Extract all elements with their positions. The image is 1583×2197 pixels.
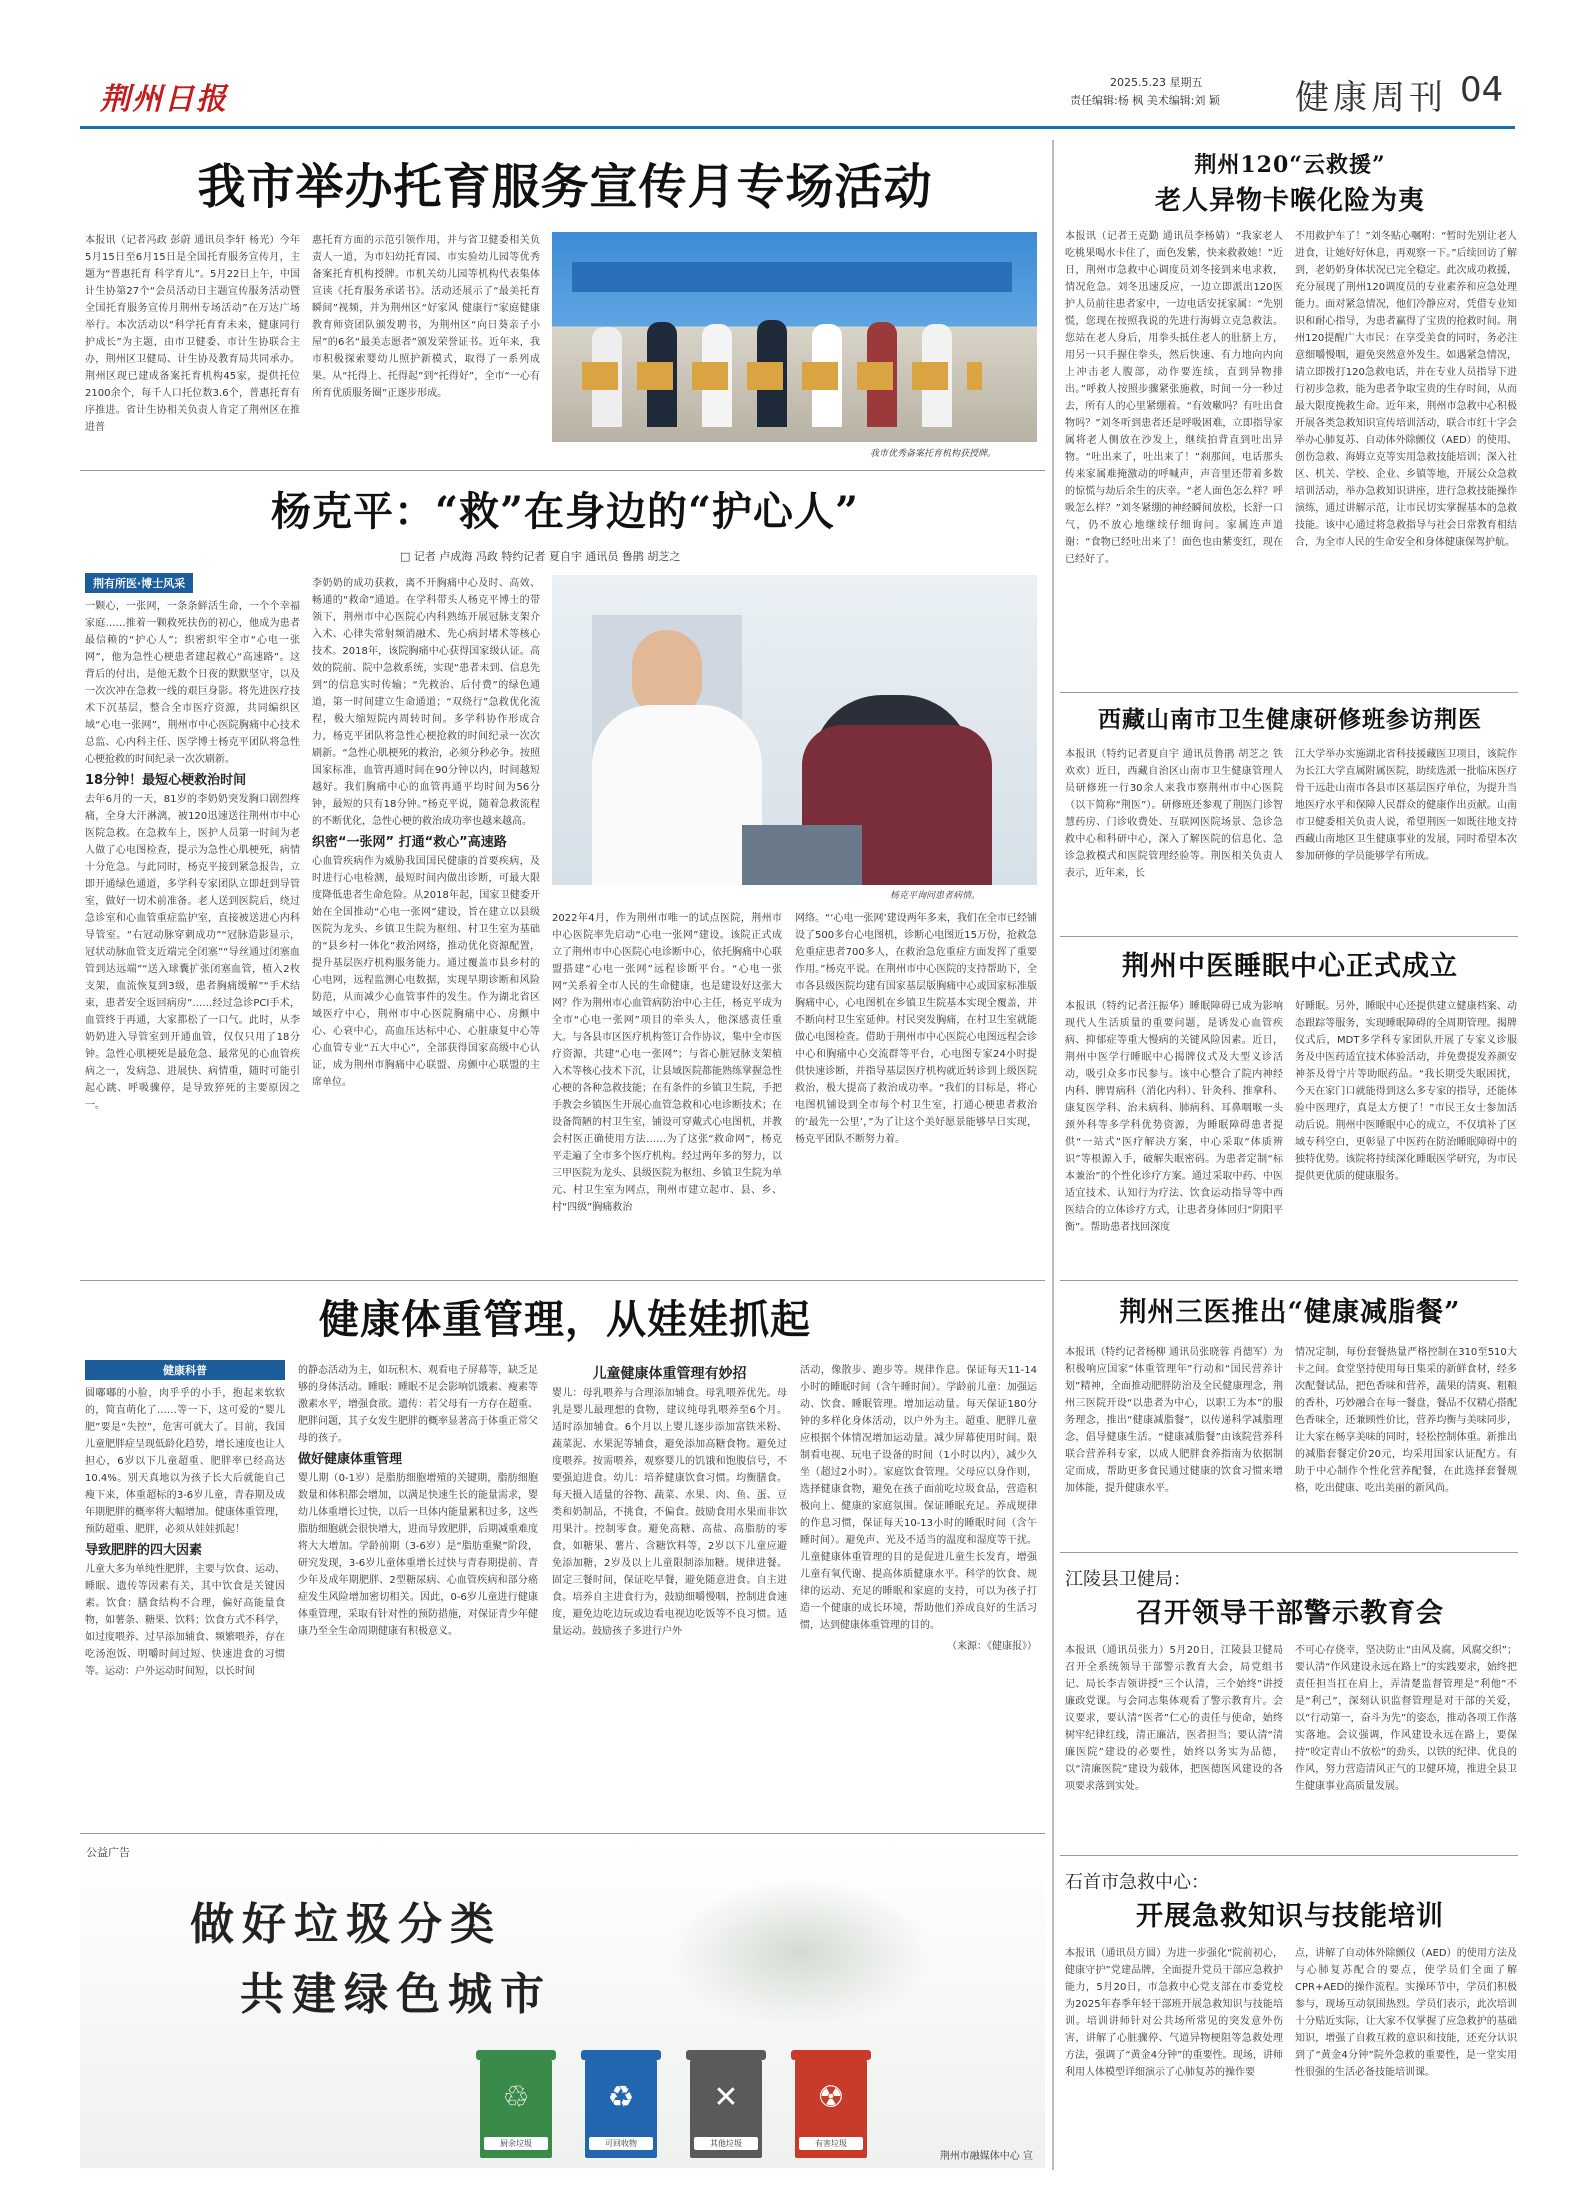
r5-bottom-rule [1060, 1855, 1518, 1856]
right-column-rule [1052, 140, 1054, 2170]
bin-hazardous [795, 2058, 867, 2158]
masthead-rule [80, 126, 1515, 129]
r4-headline: 荆州三医推出“健康减脂餐” [1119, 1297, 1461, 1328]
a1-col1: 本报讯（记者冯政 彭蔚 通讯员李轩 杨光）今年5月15日至6月15日是全国托育服务宣传月，主题为“普惠托育 科学育儿”。5月22日上午，中国计生协第27个“会员活动日主题宣传服务活动暨全国托育服务宣传月荆州专场活动”在万达广场举行。本次活动以“科学托育育未来，健康同行护成长”为主题，由市卫健委、市计生协联合主办，荆州区卫健局、计生协及教育局共同承办。荆州区现已建成备案托育机构45家，提供托位2100余个，每千人口托位数3.6个，普惠托育有序推进。省计生协相关负责人肯定了荆州区在推进普 [85, 235, 300, 433]
a3-col1-body: 儿童大多为单纯性肥胖，主要与饮食、运动、睡眠、遗传等因素有关，其中饮食是关键因素。饮食：膳食结构不合理，偏好高能量食物，如薯条、糖果、饮料；饮食方式不科学，如过度喂养、过早添加辅食、频繁喂养，存在吃汤泡饭、明嚼时间过短、快速进食的习惯等。运动：户外运动时间短，以长时间 [85, 1564, 285, 1677]
bin-recyclable-lid [581, 2050, 661, 2060]
masthead [70, 60, 1520, 126]
a2-tag-label: 荆有所医·博士风采 [85, 573, 193, 593]
bin-kitchen-label: 厨余垃圾 [484, 2137, 548, 2150]
section-name: 健康周刊 [1295, 78, 1447, 118]
r2-col1: 本报讯（特约记者夏自宇 通讯员鲁鹃 胡芝之 铁欢欢）近日，西藏自治区山南市卫生健康管理人员研修班一行30余人来我市察荆州市中心医院（以下简称“荆医”）。研修班还参观了荆医门诊智慧药房、门诊收费处、互联网医院场景、急诊急救中心和科研中心，深入了解医院的信息化、急诊急救模式和医院管理经验等。荆医相关负责人表示，近年来，长 [1065, 749, 1283, 879]
a3-col1-intro: 圆嘟嘟的小脸，肉乎乎的小手，抱起来软软的，简直萌化了……等一下，这可爱的“婴儿肥”要是“失控”，危害可就大了。目前，我国儿童肥胖症呈现低龄化趋势，增长速度也让人担心，6岁以下儿童超重、肥胖率已经高达10.4%。别天真地以为孩子长大后就能自己瘦下来，体重超标的3-6岁儿童，青春期及成年期肥胖的概率将大幅增加。健康体重管理，预防超重、肥胖，必须从娃娃抓起！ [85, 1388, 285, 1535]
bin-hazardous-lid [791, 2050, 871, 2060]
a2-col3: 2022年4月，作为荆州市唯一的试点医院，荆州市中心医院率先启动“心电一张网”建设。该院正式成立了荆州市中心医院心电诊断中心，依托胸痛中心联盟搭建“心电一张网”远程诊断平台。“心电一张网”关系着全市人民的生命健康，也是建设好这张大网？作为荆州市心血管病防治中心主任，杨克平成为全市“心电一张网”项目的牵头人，他深感责任重大。与各县市区医疗机构签订合作协议，集中全市医疗资源，共建“心电一张网”；与省心脏冠脉支架植入术等核心技术下沉，让县域医院都能熟练掌握急性心梗的各种急救技能；在有条件的乡镇卫生院，手把手教会乡镇医生开展心血管急救和心电诊断技术；在设备简陋的村卫生室，铺设可穿戴式心电图机，并教会村医正确使用方法……为了这张“救命网”，杨克平走遍了全市多个医疗机构。经过两年多的努力，以三甲医院为龙头、县级医院为枢纽、乡镇卫生院为单元、村卫生室为网点，荆州市建立起市、县、乡、村“四级”胸痛救治 [552, 913, 782, 1213]
a2-headline: 杨克平：“救”在身边的“护心人” [270, 488, 860, 535]
r3-col2: 好睡眠。另外，睡眠中心还提供建立健康档案、动态跟踪等服务，实现睡眠障碍的全周期管理。揭牌仪式后，MDT多学科专家团队开展了专家义诊服务及中医药适宜技术体验活动，并免费提发养颜安神茶及骨宁片等助眠药品。“我长期受失眠困扰，今天在家门口就能得到这么多专家的指导，还能体验中医理疗，真是太方便了！”市民王女士参加活动后说。荆州中医睡眠中心的成立，不仅填补了区域专科空白，更彰显了中医药在防治睡眠障碍中的独特优势。该院将持续深化睡眠医学研究，为市民提供更优质的健康服务。 [1295, 1001, 1517, 1182]
r5-kicker: 江陵县卫健局： [1065, 1569, 1191, 1590]
r6-kicker: 石首市急救中心： [1065, 1872, 1209, 1893]
a3-col3 [552, 1362, 787, 1827]
r6-headline: 开展急救知识与技能培训 [1136, 1901, 1444, 1932]
a1-bottom-rule [80, 470, 1045, 471]
r3-bottom-rule [1060, 1280, 1518, 1281]
ad-line-2: 共建绿色城市 [240, 1969, 552, 2020]
recycle-icon: ♻ [607, 2080, 635, 2115]
a3-col2-body-b: 婴儿期（0-1岁）是脂肪细胞增殖的关键期，脂肪细胞数量和体积都会增加，以满足快速生长的能量需求，婴幼儿体重增长过快，以后一旦体内能量累积过多，这些脂肪细胞就会很快增大，进而导致肥胖，后期减重难度将大大增加。学龄前期（3-6岁）是“脂肪重聚”阶段，研究发现，3-6岁儿童体重增长过快与青春期提前、青少年及成年期肥胖、2型糖尿病、心血管疾病和部分癌症发生风险增加密切相关。因此，0-6岁儿童进行健康体重管理，采取有针对性的预防措施，对保证青少年健康乃至全生命周期健康有积极意义。 [298, 1473, 538, 1637]
r3-headline: 荆州中医睡眠中心正式成立 [1122, 951, 1458, 982]
r2-col2: 江大学举办实施湖北省科技援藏医卫项目，该院作为长江大学直属附属医院，助续选派一批临床医疗骨干远赴山南市各县市区基层医疗单位，为提升当地医疗水平和保障人民群众的健康作出贡献。山南市卫健委相关负责人说，希望荆医一如既往地支持西藏山南地区卫生健康事业的发展，同时希望本次参加研修的学员能够学有所成。 [1295, 749, 1517, 862]
a2-col4: 网络。“‘心电一张网’建设两年多来，我们在全市已经铺设了500多台心电图机，诊断心电图近15万份，抢救急危重症患者700多人，在救治急危重症方面发挥了重要作用。”杨克平说。在荆州市中心医院的支持帮助下，全市各县级医院均建有国家基层版胸痛中心或国家标准版胸痛中心，心电图机在乡镇卫生院基本实现全覆盖，并不断向村卫生室延伸。村民突发胸痛，在村卫生室就能做心电图检查。借助于荆州市中心医院心电图远程会诊中心和胸痛中心交流群等平台，心电图专家24小时提供快速诊断，并指导基层医疗机构就近转诊到上级医院救治，极大提高了救治成功率。“我们的目标是，将心电图机铺设到全市每个村卫生室，打通心梗患者救治的‘最先一公里’，”为了让这个美好愿景能够早日实现，杨克平团队不断努力着。 [795, 913, 1037, 1145]
r3-col1: 本报讯（特约记者汪振华）睡眠障碍已成为影响现代人生活质量的重要问题，是诱发心血管疾病、抑郁症等重大慢病的关键风险因素。近日，荆州中医学行睡眠中心揭牌仪式及大型义诊活动，吸引众多市民参与。该中心整合了院内神经内科、脾胃病科（消化内科）、针灸科、推拿科、康复医学科、治未病科、肺病科、耳鼻咽喉一头颈外科等多学科优势资源，为睡眠障碍患者提供“一站式”医疗解决方案，中心采取“体质辨识”等根源入手，破解失眠密码。为患者定制“标本兼治”的个性化诊疗方案。通过采取中药、中医适宜技术、认知行为疗法、饮食运动指导等中西医结合的立体诊疗方式，让患者身体回归“阴阳平衡”。帮助患者找回深度 [1065, 1001, 1283, 1233]
a3-source: （来源：《健康报》） [947, 1641, 1037, 1652]
r4-col1: 本报讯（特约记者杨柳 通讯员张晓蓉 肖德军）为积极响应国家“体重管理年”行动和“国民营养计划”精神，全面推动肥胖防治及全民健康理念，荆州三医院开设“以患者为中心，以职工为本”的服务理念，推出“健康减脂餐”，以传递科学减脂理念，倡导健康生活。“健康减脂餐”由该院营养科联合营养科专家，以成人肥胖食养指南为依据制定而成，帮助更多食民通过健康的饮食习惯来增加体能，提升健康水平。 [1065, 1347, 1283, 1494]
r1-col1: 本报讯（记者王克勤 通讯员李杨婧）“我家老人吃桃果喝水卡住了，面色发紫，快来救救她！”近日，荆州市急救中心调度员刘冬接到来电求救，情况危急。刘冬迅速反应，一边立即派出120医护人员前往患者家中，一边电话安抚家属：“先别慌，您现在按照我说的先进行海姆立克急救法。您站在老人身后，用拳头抵住老人的肚脐上方，用另一只手握住拳头，然后快速、有力地向内向上冲击老人腹部，动作要连续，直到异物排出。”呼救人按照步骤紧张施救，时间一分一秒过去，所有人的心里紧绷着。“有效嗽吗？有吐出食物吗？”刘冬听到患者还是呼吸困难，立即指导家属将老人侧放在沙发上，继续拍背直到吐出异物。“吐出来了，吐出来了！”刹那间，电话那头传来家属难掩激动的呼喊声，声音里还带着多数的惊慌与劫后余生的庆幸。“老人面色怎么样？呼吸怎么样？”刘冬紧绷的神经瞬间放松，长舒一口气，仍不放心地继续仔细询问。家属连声道谢：“食物已经吐出来了！面色也由紫变红，现在已经好了。 [1065, 231, 1283, 565]
ad-line-1: 做好垃圾分类 [190, 1899, 502, 1950]
r5-col1: 本报讯（通讯员张力）5月20日，江陵县卫健局召开全系统领导干部警示教育大会，局党组书记、局长李吉领讲授“三个认清，三个始终”讲授廉政党课。与会同志集体观看了警示教育片。会议要求，要认清“医者”仁心的责任与使命，始终树牢纪律红线，清正廉洁，医者担当；要认清“清廉医院”建设的必要性，始终以务实为品德，以“清廉医院”建设为载体，把医德医风建设的各项要求落到实处。 [1065, 1645, 1283, 1792]
other-waste-icon: ✕ [713, 2080, 739, 2115]
r4-col2: 情况定制，每份套餐热量严格控制在310至510大卡之间。食堂坚持使用每日集采的新鲜食材，经多次配餐试品，把色香味和营养，蔬果的清爽、粗粮的香朴，巧妙融合在每一餐盘，餐品不仅精心搭配色香味全，还兼顾性价比，营养均衡与美味同步，让大家在畅享美味的同时，轻松控制体重。新推出的减脂套餐定价20元，均采用国家认证配方。有助于中心制作个性化营养配餐，在此选择套餐规格，吃出健康、吃出美丽的新风尚。 [1295, 1347, 1517, 1494]
a2-col2-body: 李奶奶的成功获救，离不开胸痛中心及时、高效、畅通的“救命”通道。在学科带头人杨克平博士的带领下，荆州市中心医院心内科熟练开展冠脉支架介入术、心律失常射频消融术、先心病封堵术等核心技术。2018年，该院胸痛中心获得国家级认证。高效的院前、院中急救系统，实现“患者未到、信息先到”的信息实时传输；“先救治、后付费”的绿色通道，第一时间建立生命通道；“双绕行”急救优化流程，极大缩短院内周转时间。多学科协作形成合力，杨克平团队将急性心梗抢救的时间纪录一次次刷新。“急性心肌梗死的救治，必须分秒必争。按照国家标准，血管再通时间在90分钟以内，时间越短越好。我们胸痛中心的血管再通平均时间为56分钟，最短的只有18分钟。”杨克平说，随着急救流程的不断优化，急性心梗的救治成功率也越来越高。 [312, 578, 540, 827]
hazardous-waste-icon: ☢ [817, 2080, 845, 2115]
a2-subhead-2: 织密“一张网” 打通“救心”高速路 [312, 835, 507, 850]
r5-col2: 不可心存侥幸，坚决防止“由风及腐，风腐交织”；要认清“作风建设永远在路上”的实践要求，始终把责任担当扛在肩上，弄清楚监督管理是“利他”不是“利己”，深刻认识监督管理是对干部的关爱，以“行动第一，奋斗为先”的姿态，推动各项工作落实落地。会议强调，作风建设永远在路上，要保持“咬定青山不放松”的劲头，以铁的纪律、优良的作风，努力营造清风正气的卫健环境，推进全县卫生健康事业高质量发展。 [1295, 1645, 1517, 1792]
a1-headline: 我市举办托育服务宣传月专场活动 [197, 159, 933, 215]
a3-subhead-1: 导致肥胖的四大因素 [85, 1543, 203, 1558]
a2-col1-intro: 一颗心，一张网，一条条鲜活生命，一个个幸福家庭……推着一颗救死扶伤的初心，他成为患者最信赖的“护心人”；织密织牢全市“心电一张网”，他为急性心梗患者建起救心“高速路”。这背后的付出，是他无数个日夜的默默坚守，以及一次次冲在急救一线的艰巨身影。将先进医疗技术下沉基层，整合全市医疗资源，共同编织区域“心电一张网”，荆州市中心医院胸痛中心技术总监、心内科主任、医学博士杨克平团队将急性心梗抢救的时间纪录一次次刷新。 [85, 601, 300, 765]
ad-label: 公益广告 [86, 1846, 130, 1859]
bin-other [690, 2058, 762, 2158]
bin-other-lid [686, 2050, 766, 2060]
public-ad [80, 1838, 1045, 2168]
a3-col2-body: 的静态活动为主，如玩积木、观看电子屏幕等，缺乏足够的身体活动。睡眠：睡眠不足会影响饥饿素、瘦素等激素水平，增强食欲。遗传：若父母有一方存在超重、肥胖问题，其子女发生肥胖的概率显著高于体重正常父母的孩子。 [298, 1365, 538, 1444]
issue-date: 2025.5.23 星期五 [1110, 76, 1203, 89]
kitchen-waste-icon: ♲ [502, 2080, 530, 2115]
a2-col1 [85, 598, 300, 1273]
a1-col2: 惠托育方面的示范引领作用，并与省卫健委相关负责人一道，为市妇幼托育园、市实验幼儿园等优秀备案托育机构授牌。市机关幼儿园等机构代表集体宣读《托育服务承诺书》。活动还展示了“最美托育瞬间”视频，并为荆州区“好家风 健康行”家庭健康教育师资团队颁发聘书，为荆州区“向日葵亲子小屋”的6名“最美志愿者”颁发荣誉证书。近年来，我市积极探索婴幼儿照护新模式，取得了一系列成果。从“托得上、托得起”到“托得好”，全市“一心有所育优质服务圈”正逐步形成。 [312, 235, 540, 399]
bin-other-label: 其他垃圾 [694, 2137, 758, 2150]
editors-line: 责任编辑:杨 枫 美术编辑:刘 颖 [1070, 94, 1220, 107]
page-number: 04 [1460, 70, 1504, 110]
r1-headline-1: 荆州120“云救援” [1194, 152, 1386, 178]
r2-headline: 西藏山南市卫生健康研修班参访荆医 [1098, 706, 1482, 733]
r1-col2: 不用救护车了！”刘冬贴心嘱咐：“暂时先别让老人进食，让她好好休息，再观察一下。”后续回访了解到，老奶奶身体状况已完全稳定。此次成功救援，充分展现了荆州120调度员的专业素养和应急处理能力。面对紧急情况，他们冷静应对，凭借专业知识和耐心指导，为患者赢得了宝贵的抢救时间。荆州120提醒广大市民：在享受美食的同时，务必注意细嚼慢咽，避免突然意外发生。如遇紧急情况，请立即拨打120急救电话，并在专业人员指导下进行初步急救，能为患者争取宝贵的生存时间，从而最大限度挽救生命。近年来，荆州市急救中心积极开展各类急救知识宣传培训活动，联合市红十字会举办心肺复苏、自动体外除颤仪（AED）的使用、创伤急救、海姆立克等实用急救技能培训；深入社区、机关、学校、企业、乡镇等地，开展公众急救培训活动，举办急救知识讲座，进行急救技能操作演练，通过讲解示范，让市民切实掌握基本的急救技能。该中心通过将急救指导与社会日常教育相结合，为全市人民的生命安全和身体健康保驾护航。 [1295, 231, 1517, 548]
a3-column-tag [85, 1360, 285, 1382]
ad-leaf [670, 1878, 930, 2028]
a2-col2-body-b: 心血管疾病作为威胁我国国民健康的首要疾病，及时进行心电检测，最短时间内做出诊断，可最大限度降低患者生命危险。从2018年起，国家卫健委开始在全国推动“心电一张网”建设，旨在建立以县级医院为龙头、乡镇卫生院为枢纽、村卫生室为基础的“县乡村一体化”救治网络，推动优化资源配置，提升基层医疗机构服务能力。通过覆盖市县乡村的心电网，远程监测心电数据，实现早期诊断和风险防范，从而减少心血管事件的发生。作为湖北省区域医疗中心，荆州市中心医院胸痛中心、房颤中心、心衰中心，高血压达标中心、心脏康复中心等心血管专业“五大中心”，全部获得国家高级中心认证，成为荆州市胸痛中心联盟、房颤中心联盟的主席单位。 [312, 856, 540, 1088]
bin-recyclable [585, 2058, 657, 2158]
newspaper-logo: 荆州日报 [100, 82, 228, 117]
a3-col4 [800, 1362, 1037, 1827]
a3-col4-body: 活动，像散步、跑步等。规律作息。保证每天11-14小时的睡眠时间（含午睡时间）。学龄前儿童：加强运动、饮食、睡眠管理。增加运动量。每天保证180分钟的多样化身体活动，以户外为主。超重、肥胖儿童应根据个体情况增加运动量。减少屏幕使用时间。限制看电视、玩电子设备的时间（1小时以内），减少久坐（超过2小时）。家庭饮食管理。父母应以身作则，选择健康食物，避免在孩子面前吃垃圾食品，营造积极向上、健康的家庭氛围。保证睡眠充足。养成规律的作息习惯，保证每天10-13小时的睡眠时间（含午睡时间）。避免声、光及不适当的温度和湿度等干扰。儿童健康体重管理的目的是促进儿童生长发育，增强儿童有氧代谢、提高体质健康水平。科学的饮食、规律的运动、充足的睡眠和家庭的支持，可以为孩子打造一个健康的成长环境，帮助他们养成良好的生活习惯，达到健康体重管理的目的。 [800, 1365, 1037, 1631]
a2-byline: □ 记者 卢成海 冯政 特约记者 夏自宇 通讯员 鲁鹃 胡芝之 [400, 550, 681, 563]
a2-photo [552, 575, 1037, 885]
a3-col3-head: 儿童健康体重管理有妙招 [592, 1366, 747, 1382]
a3-headline: 健康体重管理，从娃娃抓起 [319, 1296, 811, 1343]
a2-bottom-rule [80, 1280, 1045, 1281]
a3-col3-body: 婴儿：母乳喂养与合理添加辅食。母乳喂养优先。母乳是婴儿最理想的食物，建议纯母乳喂养至6个月。适时添加辅食。6个月以上婴儿逐步添加富铁米粉、蔬菜泥、水果泥等辅食，避免添加高糖食物。避免过度喂养。按需喂养，观察婴儿的饥饿和饱腹信号，不要强迫进食。幼儿：培养健康饮食习惯。均衡膳食。每天摄入适量的谷物、蔬菜、水果、肉、鱼、蛋、豆类和奶制品，不挑食，不偏食。鼓励食用水果而非饮用果汁。控制零食。避免高糖、高盐、高脂肪的零食，如糖果、薯片、含糖饮料等，2岁以下儿童应避免添加糖，2岁及以上儿童限制添加糖。规律进餐。固定三餐时间，保证吃早餐，避免随意进食。自主进食。培养自主进食行为，鼓励细嚼慢咽，控制进食速度，避免边吃边玩或边看电视边吃饭等不良习惯。适量运动。鼓励孩子多进行户外 [552, 1388, 787, 1637]
r2-bottom-rule [1060, 936, 1518, 937]
r6-col1: 本报讯（通讯员方圆）为进一步强化“院前初心，健康守护”党建品牌，全面提升党员干部应急救护能力，5月20日，市急救中心党支部在市委党校为2025年春季年轻干部班开展急救知识与技能培训。培训讲师针对公共场所常见的突发意外伤害，讲解了心脏骤停、气道异物梗阻等急救处理方法，强调了“黄金4分钟”的重要性。现场，讲师利用人体模型详细演示了心肺复苏的操作要 [1065, 1948, 1283, 2078]
r5-headline: 召开领导干部警示教育会 [1136, 1598, 1444, 1629]
a3-col1 [85, 1385, 285, 1827]
a1-photo-caption: 我市优秀备案托育机构获授牌。 [870, 449, 997, 459]
a3-subhead-2: 做好健康体重管理 [298, 1452, 403, 1467]
a2-photo-caption: 杨克平询问患者病情。 [890, 891, 981, 901]
a3-tag-label: 健康科普 [85, 1360, 285, 1380]
a2-col2 [312, 575, 540, 1273]
r4-bottom-rule [1060, 1552, 1518, 1553]
ad-footer: 荆州市融媒体中心 宣 [939, 2151, 1033, 2162]
a3-col2 [298, 1362, 538, 1827]
bin-hazardous-label: 有害垃圾 [799, 2137, 863, 2150]
a2-col1-body: 去年6月的一天，81岁的李奶奶突发胸口剧烈疼痛，全身大汗淋漓，被120迅速送往荆州市中心医院急救。在急救车上，医护人员第一时间为老人做了心电图检查，提示为急性心肌梗死，病情十分危急。与此同时，杨克平接到紧急报告，立即开通绿色通道，多学科专家团队立即赶到导管室，做好一切术前准备。老人送到医院后，绕过急诊室和心血管重症监护室，直接被送进心内科导管室。“右冠动脉穿刺成功”“冠脉造影显示，冠状动脉血管支近端完全闭塞”“导丝通过闭塞血管到达远端”“送入球囊扩张闭塞血管，植入2枚支架，血流恢复到3级，患者胸痛缓解”“手术结束，患者安全返回病房”……经过急诊PCI手术，血管终于再通，大家都松了一口气。此时，从李奶奶进入导管室到开通血管，仅仅只用了18分钟。急性心肌梗死是最危急、最常见的心血管疾病之一，发病急、进展快、病情重，随时可能引起心跳、呼吸骤停，是导致猝死的主要原因之一。 [85, 794, 300, 1111]
bin-kitchen [480, 2058, 552, 2158]
bin-recyclable-label: 可回收物 [589, 2137, 653, 2150]
r1-bottom-rule [1060, 692, 1518, 693]
a3-bottom-rule [80, 1833, 1045, 1834]
a2-column-tag [85, 572, 300, 594]
r1-headline-2: 老人异物卡喉化险为夷 [1154, 186, 1425, 216]
r6-col2: 点，讲解了自动体外除颤仪（AED）的使用方法及与心肺复苏配合的要点，使学员们全面了解CPR+AED的操作流程。实操环节中，学员们积极参与，现场互动氛围热烈。学员们表示，此次培训十分贴近实际，让大家不仅掌握了应急救护的基础知识，增强了自救互救的意识和技能，还充分认识到了“黄金4分钟”院外急救的重要性，是一堂实用性很强的生活必备技能培训课。 [1295, 1948, 1517, 2078]
a2-subhead-1: 18分钟！最短心梗救治时间 [85, 773, 247, 788]
a1-photo [552, 232, 1037, 442]
bin-kitchen-lid [476, 2050, 556, 2060]
